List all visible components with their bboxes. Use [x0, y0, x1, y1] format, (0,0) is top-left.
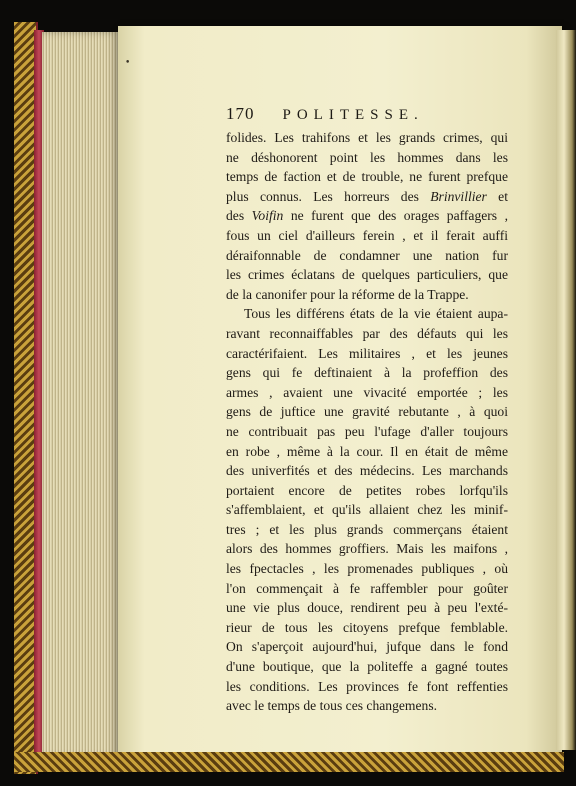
text-line: caractérifaient. Les militaires , et les jeunes: [226, 345, 508, 361]
text-line: s'affemblaient, et qu'ils allaient chez les minif-: [226, 502, 508, 518]
text-line: gens qui fe deftinaient à la profeffion des: [226, 365, 508, 381]
text-line: On s'aperçoit aujourd'hui, jufque dans le fond: [226, 639, 508, 655]
facing-page-edge: [556, 30, 576, 750]
running-head: [226, 104, 526, 124]
body-text: [226, 128, 508, 716]
text-line: l'on commençait à fe raffembler pour goûter: [226, 580, 508, 596]
text-line: avec le temps de tous ces changemens.: [226, 698, 438, 714]
text-line: déraifonnable de condamner une nation fur: [226, 247, 508, 263]
text-line: les crimes éclatans de quelques particuliers, que: [226, 267, 508, 283]
running-title: POLITESSE.: [282, 107, 424, 123]
text-line: gens de juftice une gravité rebutante , à quoi: [226, 404, 508, 420]
text-line: de la canonifer pour la réforme de la Trappe.: [226, 286, 469, 302]
text-line: des univerfités et des médecins. Les marchands: [226, 463, 508, 479]
text-line: fous un ciel d'ailleurs ferein , et il ferait auffi: [226, 227, 508, 243]
text-line: Tous les différens états de la vie étaient aupa-: [244, 306, 508, 322]
text-line: des Voifin ne furent que des orages paffagers ,: [226, 208, 508, 224]
text-line: portaient encore de petites robes lorfqu'ils: [226, 482, 508, 498]
text-line: plus connus. Les horreurs des Brinvillier et: [226, 188, 508, 204]
text-line: en robe , même à la cour. Il en était de même: [226, 443, 508, 459]
text-line: les fpectacles , les promenades publiques , où: [226, 561, 508, 577]
text-line: les conditions. Les provinces fe font reffenties: [226, 678, 508, 694]
text-line: temps de faction et de trouble, ne furent prefque: [226, 169, 508, 185]
text-line: tres ; et les plus grands commerçans étaient: [226, 521, 508, 537]
page-stack-edge: [42, 32, 120, 758]
text-line: ne déshonorent point les hommes dans les: [226, 149, 508, 165]
gilt-edge-bottom: [14, 752, 564, 772]
text-line: rieur de tous les citoyens prefque femblable.: [226, 619, 508, 635]
text-line: ravant reconnaiffables par des défauts qui les: [226, 325, 508, 341]
text-line: alors des hommes groffiers. Mais les maifons ,: [226, 541, 508, 557]
text-line: folides. Les trahifons et les grands crimes, qui: [226, 130, 508, 145]
page-mark: •: [125, 58, 131, 68]
text-line: une vie plus douce, rendirent peu à peu l'exté-: [226, 600, 508, 616]
text-line: armes , avaient une vivacité emportée ; les: [226, 384, 508, 400]
page-number: 170: [226, 104, 255, 123]
text-line: d'une boutique, que la politeffe a gagné toutes: [226, 659, 508, 675]
text-line: ne contribuait pas peu l'ufage d'aller toujours: [226, 423, 508, 439]
